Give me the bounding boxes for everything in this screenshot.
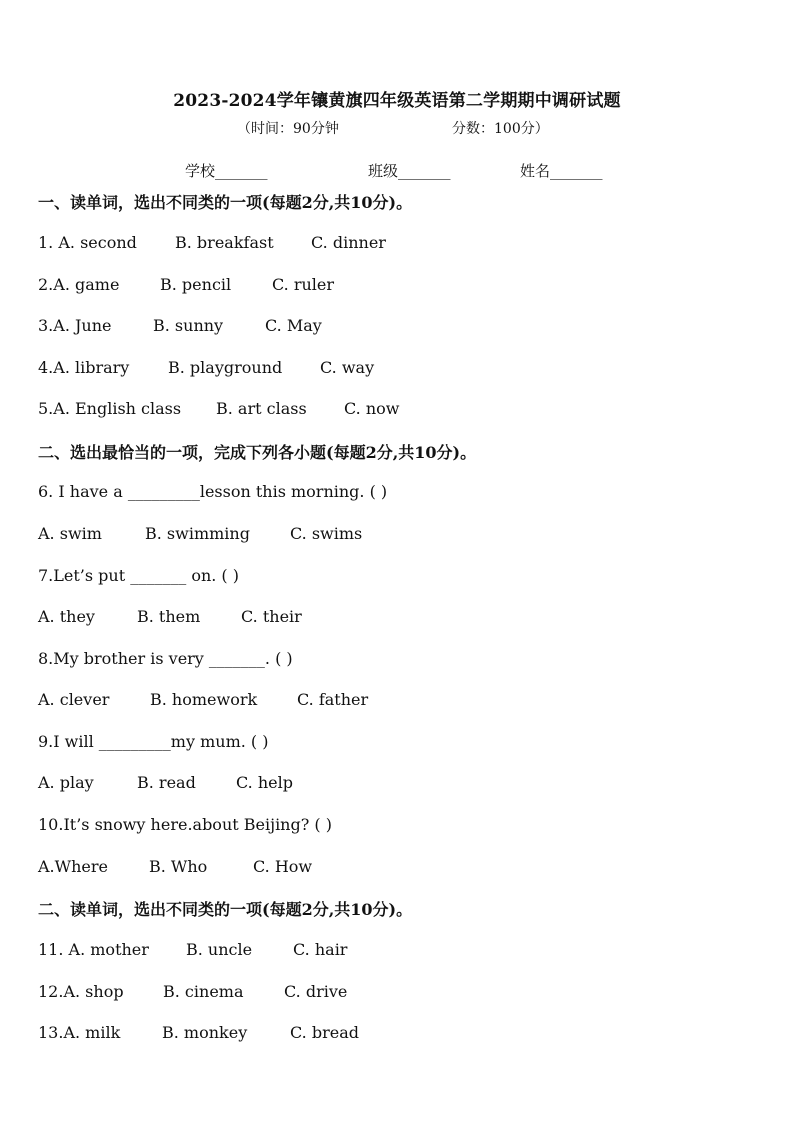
class-field: 班级_______ (368, 162, 451, 180)
option-b: B. pencil (160, 275, 232, 294)
option-b: B. breakfast (175, 233, 274, 252)
option-a: 1. A. second (38, 233, 137, 252)
exam-title: 2023-2024学年镶黄旗四年级英语第二学期期中调研试题 (173, 91, 621, 111)
option-c: C. bread (290, 1023, 359, 1042)
option-a: 11. A. mother (38, 940, 149, 959)
option-c: C. How (253, 857, 313, 876)
option-b: B. homework (150, 690, 258, 709)
option-c: C. father (297, 690, 369, 709)
name-field: 姓名_______ (520, 162, 603, 180)
option-b: B. sunny (153, 316, 224, 335)
option-b: B. swimming (145, 524, 250, 543)
option-b: B. monkey (162, 1023, 248, 1042)
question-stem-6: 6. I have a _________lesson this morning. ( ) (38, 482, 388, 501)
option-c: C. hair (293, 940, 348, 959)
option-c: C. May (265, 316, 322, 335)
exam-score: 分数：100分） (452, 121, 549, 137)
option-a: 4.A. library (38, 358, 130, 377)
option-a: 5.A. English class (38, 399, 182, 418)
option-a: A. swim (38, 524, 102, 543)
option-a: A. clever (38, 690, 110, 709)
exam-time: （时间：90分钟 (237, 121, 339, 137)
option-a: 13.A. milk (38, 1023, 121, 1042)
option-b: B. read (137, 773, 196, 792)
option-b: B. art class (216, 399, 307, 418)
question-stem-10: 10.It’s snowy here.about Beijing? ( ) (38, 815, 332, 834)
section-heading-2: 二、选出最恰当的一项，完成下列各小题(每题2分,共10分)。 (38, 443, 477, 462)
option-c: C. ruler (272, 275, 335, 294)
option-c: C. their (241, 607, 302, 626)
question-stem-8: 8.My brother is very _______. ( ) (38, 649, 293, 668)
option-a: A.Where (38, 857, 108, 876)
option-c: C. way (320, 358, 375, 377)
school-field: 学校_______ (185, 162, 268, 180)
option-c: C. drive (284, 982, 348, 1001)
option-a: A. play (38, 773, 94, 792)
option-a: 3.A. June (38, 316, 112, 335)
question-stem-9: 9.I will _________my mum. ( ) (38, 732, 269, 751)
option-b: B. Who (149, 857, 208, 876)
option-c: C. help (236, 773, 293, 792)
option-c: C. dinner (311, 233, 386, 252)
option-b: B. cinema (163, 982, 244, 1001)
option-b: B. them (137, 607, 201, 626)
option-b: B. playground (168, 358, 283, 377)
question-stem-7: 7.Let’s put _______ on. ( ) (38, 566, 239, 585)
option-c: C. now (344, 399, 400, 418)
option-b: B. uncle (186, 940, 253, 959)
option-c: C. swims (290, 524, 363, 543)
option-a: 12.A. shop (38, 982, 124, 1001)
option-a: 2.A. game (38, 275, 120, 294)
section-heading-1: 一、读单词，选出不同类的一项(每题2分,共10分)。 (38, 193, 413, 212)
section-heading-3: 二、读单词，选出不同类的一项(每题2分,共10分)。 (38, 900, 413, 919)
option-a: A. they (38, 607, 95, 626)
